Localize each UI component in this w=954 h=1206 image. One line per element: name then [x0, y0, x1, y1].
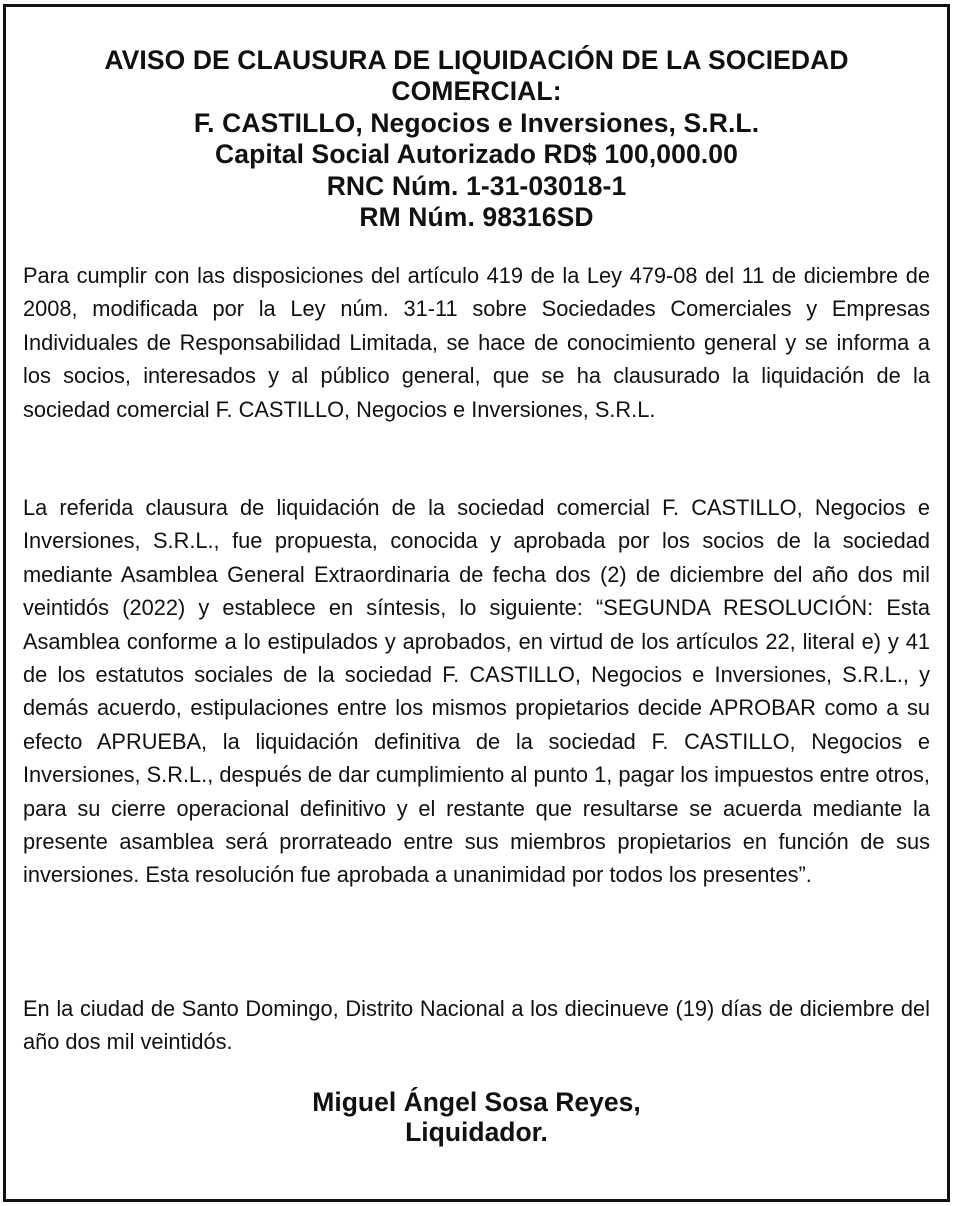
rm-number: RM Núm. 98316SD — [359, 202, 594, 233]
signatory-title: Liquidador. — [405, 1117, 548, 1147]
signatory-name: Miguel Ángel Sosa Reyes, — [312, 1087, 641, 1117]
notice-frame — [3, 4, 950, 1202]
paragraph-resolution: La referida clausura de liquidación de la sociedad comercial F. CASTILLO, Negocios e Inversiones, S.R.L., fue propuesta, conocida y aprobada por los socios de la sociedad mediante Asamblea General Extraordinaria de fecha dos (2) de diciembre del año dos mil veintidós (2022) y establece en síntesis, lo siguiente: “SEGUNDA RESOLUCIÓN: Esta Asamblea conforme a lo estipulados y aprobados, en virtud de los artículos 22, literal e) y 41 de los estatutos sociales de la sociedad F. CASTILLO, Negocios e Inversiones, S.R.L., y demás acuerdo, estipulaciones entre los mismos propietarios decide APROBAR como a su efecto APRUEBA, la liquidación definitiva de la sociedad F. CASTILLO, Negocios e Inversiones, S.R.L., después de dar cumplimiento al punto 1, pagar los impuestos entre otros, para su cierre operacional definitivo y el restante que resultarse se acuerda mediante la presente asamblea será prorrateado entre sus miembros propietarios en función de sus inversiones. Esta resolución fue aprobada a unanimidad por todos los presentes”. — [23, 495, 930, 888]
notice-title-line-1: AVISO DE CLAUSURA DE LIQUIDACIÓN DE LA SOCIEDAD — [104, 45, 849, 75]
notice-header — [6, 45, 947, 233]
paragraph-date-place: En la ciudad de Santo Domingo, Distrito Nacional a los diecinueve (19) días de diciembre del año dos mil veintidós. — [23, 996, 930, 1055]
signature-block — [6, 1087, 947, 1147]
paragraph-legal-basis: Para cumplir con las disposiciones del artículo 419 de la Ley 479-08 del 11 de diciembre de 2008, modificada por la Ley núm. 31-11 sobre Sociedades Comerciales y Empresas Individuales de Responsabilidad Limitada, se hace de conocimiento general y se informa a los socios, interesados y al público general, que se ha clausurado la liquidación de la sociedad comercial F. CASTILLO, Negocios e Inversiones, S.R.L. — [23, 263, 930, 422]
notice-title-line-2: COMERCIAL: — [391, 76, 562, 107]
company-name: F. CASTILLO, Negocios e Inversiones, S.R.L. — [193, 107, 760, 138]
authorized-capital: Capital Social Autorizado RD$ 100,000.00 — [215, 139, 738, 170]
rnc-number: RNC Núm. 1-31-03018-1 — [326, 170, 627, 201]
